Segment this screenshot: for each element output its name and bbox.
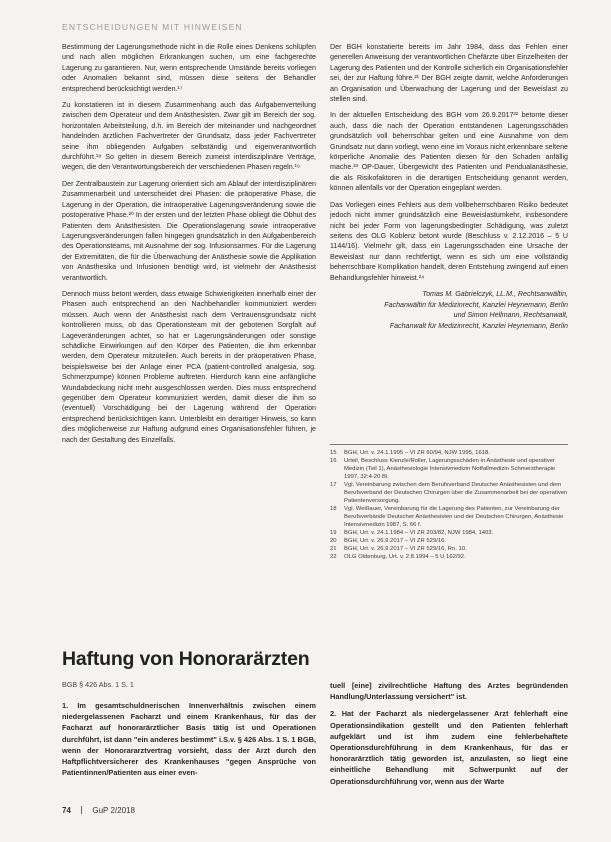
left-column [62,42,316,451]
footnote [330,529,568,537]
footnote-number: 17 [330,482,337,488]
right-column [330,42,568,331]
headnote: tuell [eine] zivilrechtliche Haftung des Arztes begründenden Handlung/Unterlassung versichert" ist. [330,681,568,702]
footnote-text: Urteil, Beschluss Kienzle/Roller, Lagerungsschäden in Anästhesie und operativer Medizin (Teil 1), Anästhesiologie Intensivmedizin Notfallmedizin Schmerztherapie 1997, 32:4-20 Bl. [344,458,556,480]
footnote-text: Vgl. Vereinbarung zwischen dem Berufsverband Deutscher Anästhesisten und dem Berufsverband der Deutschen Chirurgen über die Zusammenarbeit bei der operativen Patientenversorgung. [344,482,568,504]
signature-line: Tomas M. Gabrielczyk, LL.M., Rechtsanwältin, [422,289,568,298]
headnote-left-column [62,700,316,784]
footnote-text: BGH, Urt. v. 24.1.1995 – VI ZR 60/94, NJW 1995, 1618. [344,450,490,456]
signature-line: Fachanwältin für Medizinrecht, Kanzlei Heynemann, Berlin [384,300,568,309]
footnote [330,457,568,481]
article-title: Haftung von Honorarärzten [62,648,310,670]
page-number: 74 [62,806,71,815]
footnotes [330,444,568,561]
footnote [330,545,568,553]
footnote-number: 21 [330,546,337,552]
headnote-right-column [330,680,568,793]
footnote-text: BGH, Urt. v. 26.9.2017 – VI ZR 529/16. [344,538,447,544]
footnote [330,537,568,545]
paragraph: Zu konstatieren ist in diesem Zusammenhang auch das Aufgabenverteilung zwischen dem Operateur und dem Anästhesisten. Zwar gilt im Bereich der sog. horizontalen Arbeitsteilung, d.h. im Bereich der miteinander und nachgeordnet handelnden ärztlichen Fachvertreter der Grundsatz, dass jeder Fachvertreter seine ihm obliegenden Aufgaben selbständig und eigenverantwortlich durchführt.¹⁸ So gelten in diesem Bereich zumeist interdisziplinäre Verträge, wegen, die den Verantwortungsbereich der verschiedenen Phasen regeln.¹⁹ [62,101,316,172]
author-signature [330,289,568,331]
footnote [330,481,568,505]
headnote: 2. Hat der Facharzt als niedergelassener Arzt fehlerhaft eine Operationsindikation gestellt und den Patienten fehlerhaft aufgeklärt und ist ihm zudem eine fehlerbehaftete Operationsdurchführung in dem Krankenhaus, für das er honorarärztlich tätig geworden ist, anzulasten, so liegt eine einheitliche Behandlung mit Schwerpunkt auf der Operationsdurchführung vor, wenn aus der Warte [330,709,568,786]
headnote: 1. Im gesamtschuldnerischen Innenverhältnis zwischen einem niedergelassenen Facharzt und einem Krankenhaus, für das der Facharzt auf honorarärztlicher Basis tätig ist und Operationen durchführt, ist dann "ein anderes bestimmt" i.S.v. § 426 Abs. 1 S. 1 BGB, wenn der Honorararztvertrag vorsieht, dass der Arzt durch den Haftpflichtversicherer des Krankenhauses "gegen Ansprüche von Patientinnen/Patienten aus einer even- [62,701,316,778]
footnote [330,505,568,529]
journal-issue: GuP 2/2018 [92,806,135,815]
footnote-number: 18 [330,506,337,512]
footnote-number: 20 [330,538,337,544]
paragraph: Der Zentralbaustein zur Lagerung orientiert sich am Ablauf der interdisziplinären Zusammenarbeit und unterscheidet drei Phasen: die präoperative Phase, die Lagerung in der Operation, die intraoperative Lagerungsveränderung sowie die postoperative Phase.²⁰ In der ersten und der letzten Phase obliegt die Obhut des Patienten dem Anästhesisten. Die Operationslagerung sowie intraoperative Lagerungsveränderungen fallen hingegen grundsätzlich in den Aufgabenbereich des Operationsteams, mit Ausnahme der sog. Infusionsarmes. Für die Lagerung der Extremitäten, die für die Überwachung der Anästhesie sowie die Applikation von Anästhesika und Infusionen benötigt wird, ist vielmehr der Anästhesist verantwortlich. [62,179,316,282]
footnote-number: 15 [330,450,337,456]
footnote-number: 16 [330,458,337,464]
statute-reference: BGB § 426 Abs. 1 S. 1 [62,680,134,689]
signature-line: und Simon Hellmann, Rechtsanwalt, [453,311,568,320]
section-header: ENTSCHEIDUNGEN MIT HINWEISEN [62,22,243,32]
footnote-text: BGH, Urt. v. 24.1.1984 – VI ZR 203/82, NJW 1984, 1403. [344,530,494,536]
paragraph: Dennoch muss betont werden, dass etwaige Schwierigkeiten innerhalb einer der Phasen auch entsprechend an den Nachbehandler kommuniziert werden müssen. Auch wenn der Anästhesist nach dem Vertrauensgrundsatz nicht kontrollieren muss, ob das Operationsteam mit der gebotenen Sorgfalt auf Lageveränderungen achtet, so hat er Lagerungsänderungen oder sonstige schädliche Einwirkungen auf den Körper des Patienten, die ihm erkennbar werden, dem Operateur mitzuteilen. Auch bereits in der präoperativen Phase, beispielsweise bei der Anlage einer PCA (patient-controlled analgesia, sog. Schmerzpumpe) können Probleme auftreten. Hierdurch kann eine anfängliche Wundabdeckung nicht mehr ausgeschlossen werden. Dies muss entsprechend gegenüber dem Operateur kommuniziert werden, damit dieser die ihm so (eventuell) Vorschädigung bei der Lagerung während der Operation entsprechend berücksichtigen kann. Unterbleibt ein derartiger Hinweis, so kann dies möglicherweise zur Haftung aufgrund eines Organisationsfehler führen, je nach der Gestaltung des Einzelfalls. [62,289,316,444]
footer-divider [81,806,82,814]
signature-line: Fachanwalt für Medizinrecht, Kanzlei Heynemann, Berlin [389,321,568,330]
footnote [330,449,568,457]
paragraph: In der aktuellen Entscheidung des BGH vom 26.9.2017²² betonte dieser auch, dass die nach der Operation entstandenen Lagerungsschäden grundsätzlich voll beherrschbar gelten und eine Ausnahme von dem Grundsatz nur dann vorliegt, wenn eine im Voraus nicht erkennbare seltene körperliche Anomalie des Patienten diesen für den Schaden anfällig mache.²³ OP-Dauer, Übergewicht des Patienten und Peridualanästhesie, die als Risikofaktoren in die derartigen Entscheidung genannt werden, können allenfalls vor der Operation eingeplant werden. [330,111,568,193]
footnote-text: Vgl. Weißauer, Vereinbarung für die Lagerung des Patienten, zur Vereinbarung der Berufsverbände Deutscher Anästhesisten und der Deutschen Chirurgen, Anästhesie Intensivmedizin 1987, S. 66 f. [344,506,564,528]
paragraph: Bestimmung der Lagerungsmethode nicht in die Rolle eines Denkens schlüpfen und nach allen möglichen Erkrankungen suchen, um eine fachgerechte Lagerung zu garantieren. Nur, wenn entsprechende Umstände bereits vorliegen oder Anomalien bekannt sind, müssen diese seitens der Behandler entsprechend berücksichtigt werden.¹⁷ [62,43,316,93]
paragraph: Das Vorliegen eines Fehlers aus dem vollbeherrschbaren Risiko bedeutet jedoch nicht immer grundsätzlich eine Beweislastumkehr, insbesondere nicht bei jeder Form von lagerungsbedingter Schädigung, was zuletzt seitens des OLG Koblenz betont wurde (Beschluss v. 2.12.2016 – 5 U 1144/16). Vielmehr gilt, dass ein Lagerungsschaden eine Ursache der Beweislast nur dann rechtfertigt, wenn es sich um eine vollständig beherrschbare Komplikation handelt, deren Entstehung zwingend auf einen Behandlungsfehler hinweist.²⁴ [330,200,568,282]
page-footer [62,806,135,815]
footnote-number: 22 [330,554,337,560]
footnote-number: 19 [330,530,337,536]
footnote [330,553,568,561]
footnote-text: OLG Oldenburg, Urt. v. 2.8.1994 – 5 U 162/92. [344,554,466,560]
footnote-text: BGH, Urt. v. 26.9.2017 – VI ZR 529/16, Rn. 10. [344,546,467,552]
paragraph: Der BGH konstatierte bereits im Jahr 1984, dass das Fehlen einer generellen Anweisung der verantwortlichen Chefärzte über Einzelheiten der Lagerung des Patienten und der Kontrolle sicherlich ein Organisationsfehler sei, der zur Haftung führe.²¹ Der BGH zeigte damit, welche Anforderungen an Organisation und Überwachung der Lagerung und der Beweislast zu stellen sind. [330,43,568,104]
